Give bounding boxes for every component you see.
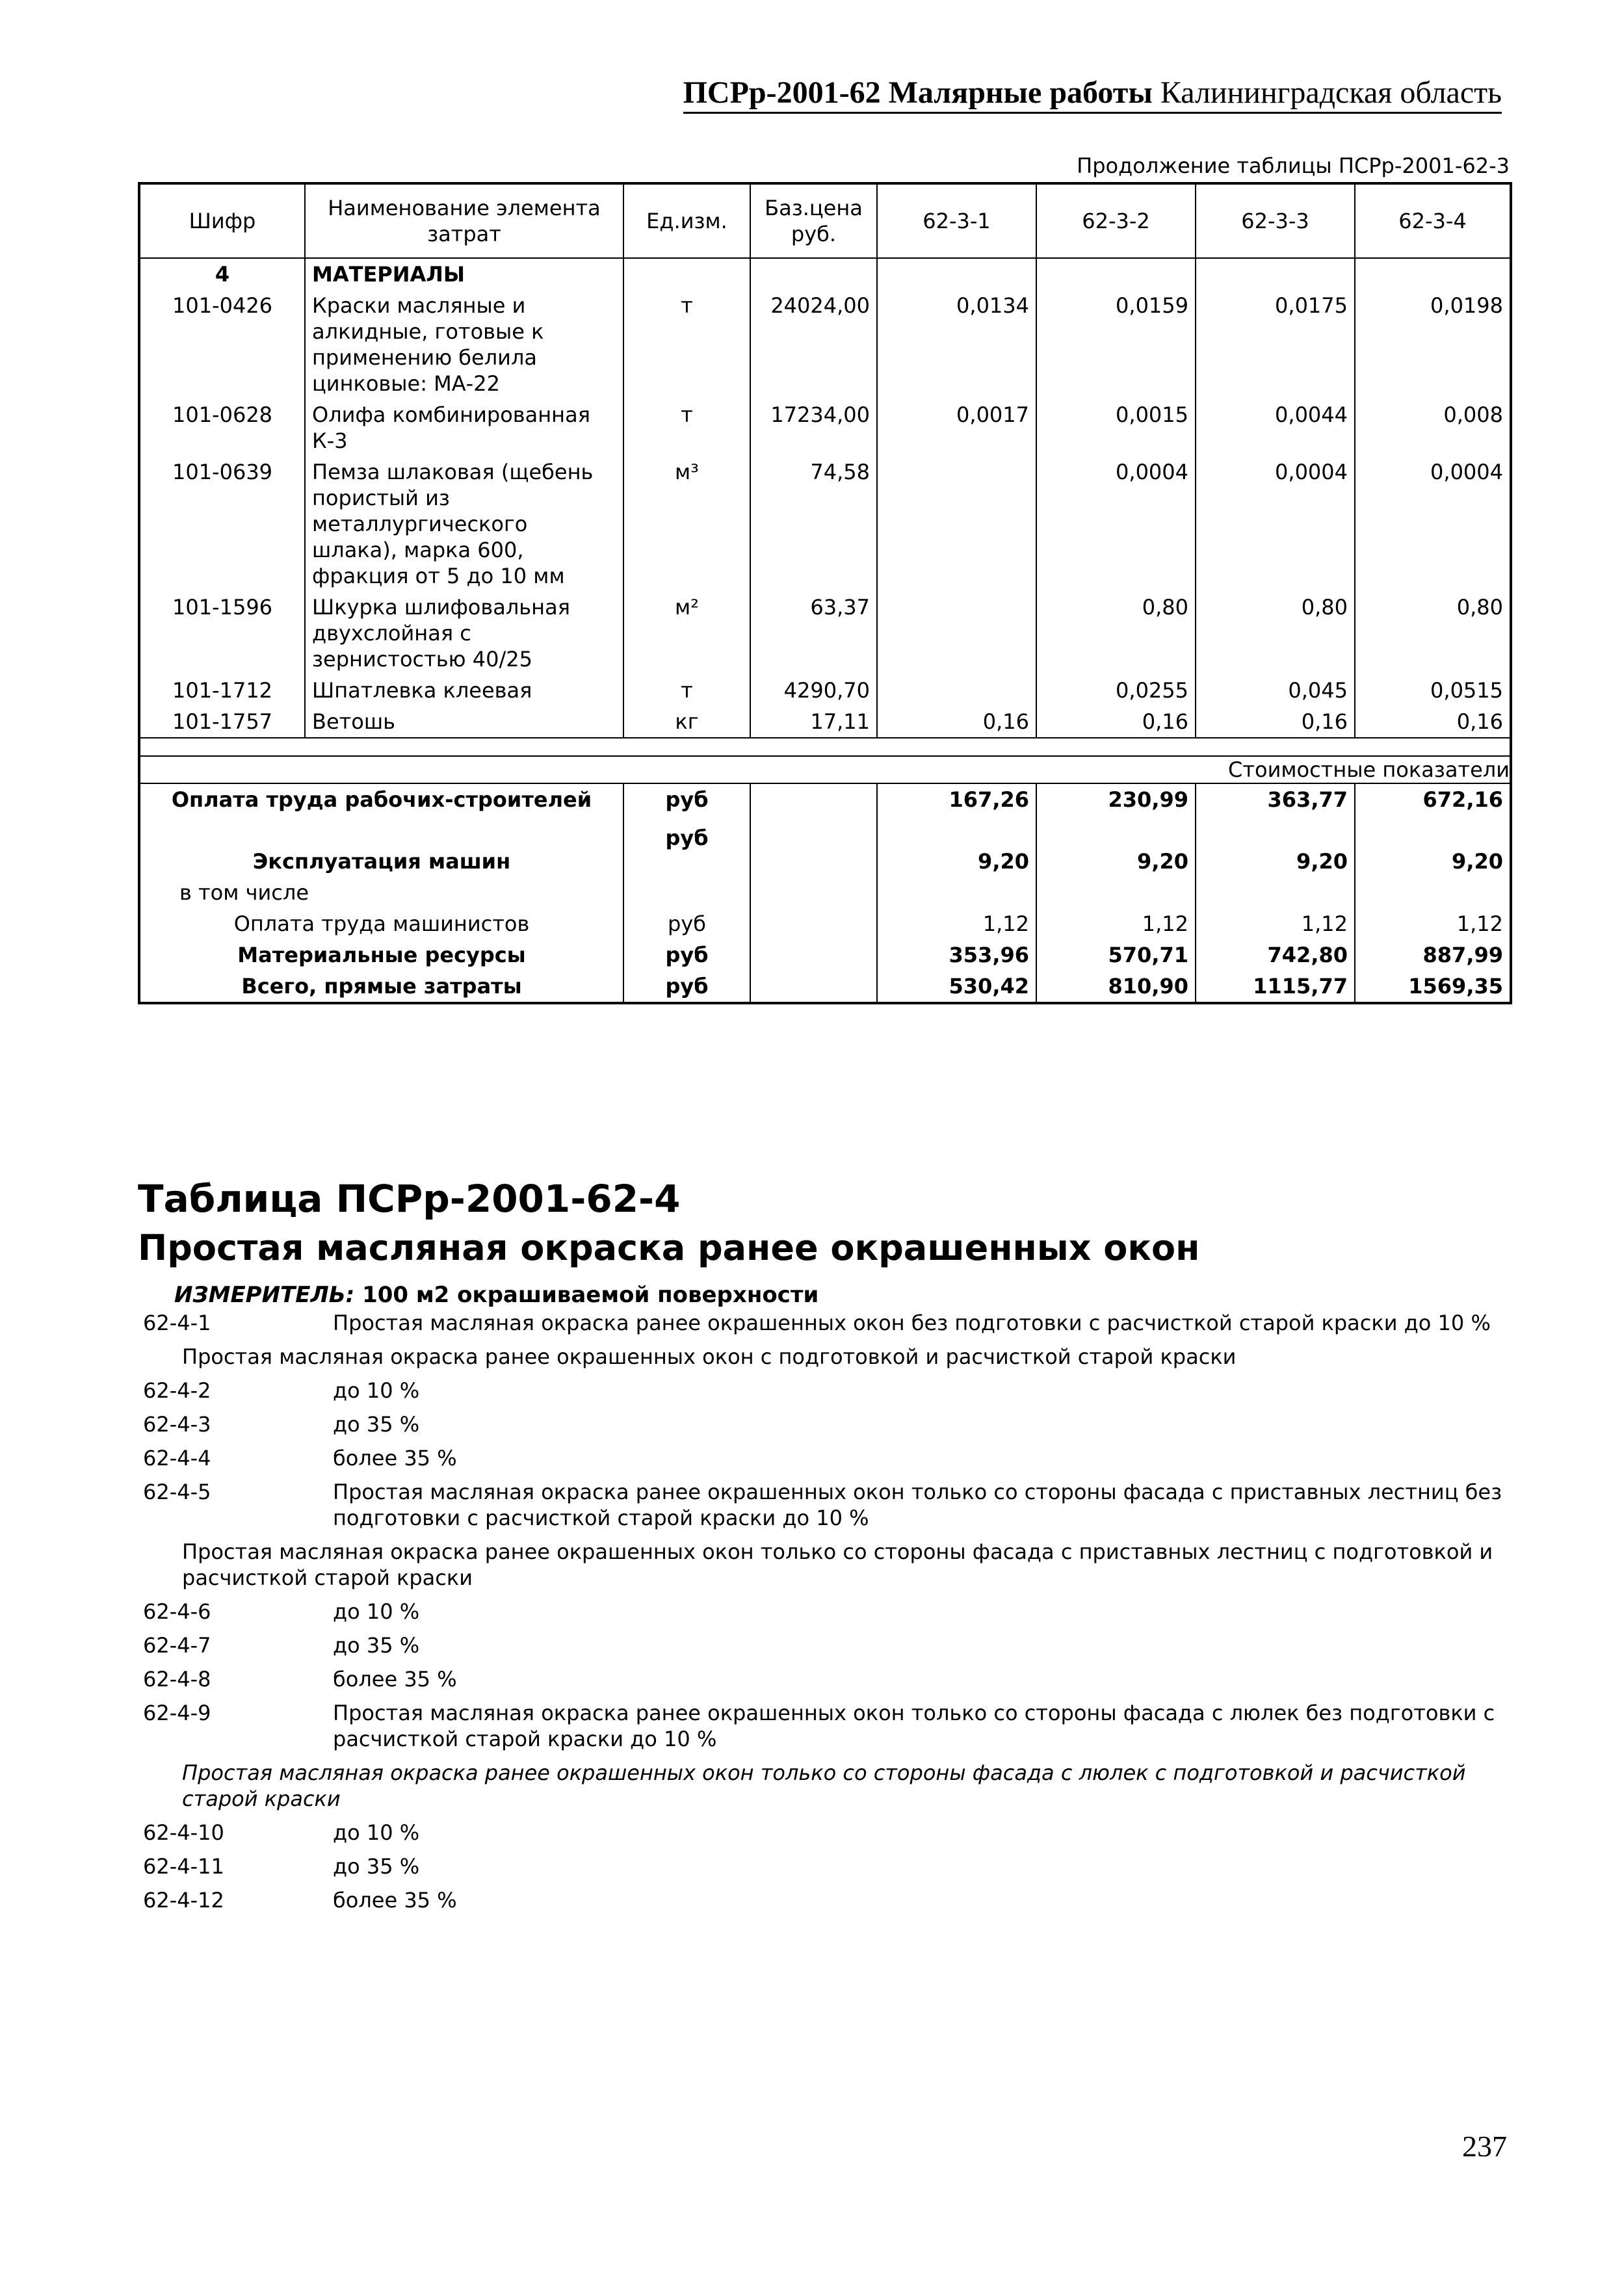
row-value: 0,0175 [1196,290,1355,399]
row-value: 0,0515 [1355,675,1511,706]
item-text: более 35 % [333,1888,457,1913]
list-item [143,1666,1508,1692]
cost-value: 9,20 [1355,822,1511,877]
cost-value: 887,99 [1355,939,1511,971]
cost-heading: Стоимостные показатели [139,756,1511,783]
item-text: до 35 % [333,1854,420,1879]
row-code: 101-1757 [139,706,305,738]
item-code: 62-4-3 [143,1412,211,1437]
cost-value: 1,12 [877,908,1036,939]
cost-row [139,783,1511,822]
running-header [683,75,1502,114]
item-code: 62-4-10 [143,1820,224,1845]
column-header: 62-3-4 [1355,183,1511,258]
row-code: 101-1712 [139,675,305,706]
row-code: 101-1596 [139,592,305,675]
row-name: Ветошь [305,706,623,738]
empty-cell [750,971,877,1003]
item-text: до 35 % [333,1412,420,1437]
row-value [877,675,1036,706]
cost-row [139,971,1511,1003]
item-code: 62-4-1 [143,1311,211,1335]
row-value: 0,0004 [1355,456,1511,592]
cost-name: Материальные ресурсы [139,939,623,971]
row-code: 101-0628 [139,399,305,456]
item-code: 62-4-12 [143,1888,224,1913]
table-row [139,456,1511,592]
row-value: 0,80 [1196,592,1355,675]
row-value: 0,80 [1355,592,1511,675]
list-item [143,1632,1508,1658]
empty-cell [623,258,750,290]
cost-value: 9,20 [1036,822,1196,877]
cost-unit [623,877,750,908]
row-value: 0,045 [1196,675,1355,706]
cost-value: 9,20 [877,822,1036,877]
item-text: Простая масляная окраска ранее окрашенных окон только со стороны фасада с люлек без подготовки с расчисткой старой краски до 10 % [333,1701,1495,1751]
empty-cell [1036,258,1196,290]
row-value: 0,0134 [877,290,1036,399]
row-value: 0,0015 [1036,399,1196,456]
row-unit: кг [623,706,750,738]
column-header: Ед.изм. [623,183,750,258]
column-header: 62-3-1 [877,183,1036,258]
section-title: МАТЕРИАЛЫ [305,258,623,290]
item-code: 62-4-11 [143,1854,224,1879]
cost-value [1196,877,1355,908]
list-item [143,1310,1508,1336]
empty-cell [750,877,877,908]
row-code: 101-0426 [139,290,305,399]
row-price: 17234,00 [750,399,877,456]
cost-value: 810,90 [1036,971,1196,1003]
item-code: 62-4-7 [143,1633,211,1658]
cost-value: 353,96 [877,939,1036,971]
column-header: 62-3-2 [1036,183,1196,258]
table-continuation-note: Продолжение таблицы ПСРр-2001-62-3 [1077,153,1510,178]
measure-line [174,1282,819,1308]
cost-value: 570,71 [1036,939,1196,971]
empty-cell [1196,258,1355,290]
page-number: 237 [1462,2130,1507,2163]
list-item [143,1378,1508,1404]
row-value: 0,0198 [1355,290,1511,399]
item-code: 62-4-2 [143,1378,211,1403]
row-price: 4290,70 [750,675,877,706]
row-code: 101-0639 [139,456,305,592]
cost-row [139,822,1511,877]
group-heading: Простая масляная окраска ранее окрашенных окон только со стороны фасада с приставных лестниц с подготовкой и расчисткой старой краски [182,1539,1493,1590]
column-header: Шифр [139,183,305,258]
empty-cell [750,908,877,939]
empty-cell [750,939,877,971]
cost-value: 167,26 [877,783,1036,822]
row-name: Пемза шлаковая (щебень пористый из металлургического шлака), марка 600, фракция от 5 до 10 мм [305,456,623,592]
cost-unit: руб [623,971,750,1003]
row-unit: м² [623,592,750,675]
row-value: 0,16 [1196,706,1355,738]
list-item [143,1700,1508,1752]
list-item [143,1887,1508,1913]
cost-value [1036,877,1196,908]
cost-heading-row [139,756,1511,783]
list-item [143,1820,1508,1846]
cost-value: 742,80 [1196,939,1355,971]
row-name: Шпатлевка клеевая [305,675,623,706]
row-unit: т [623,675,750,706]
table-row [139,706,1511,738]
cost-value: 1,12 [1036,908,1196,939]
row-value: 0,16 [1355,706,1511,738]
row-value: 0,16 [877,706,1036,738]
row-price: 74,58 [750,456,877,592]
item-text: более 35 % [333,1667,457,1692]
item-code: 62-4-8 [143,1667,211,1692]
row-value: 0,0159 [1036,290,1196,399]
cost-row [139,939,1511,971]
item-text: до 35 % [333,1633,420,1658]
item-code: 62-4-9 [143,1701,211,1725]
header-row [139,183,1511,258]
table-row [139,399,1511,456]
cost-value [1355,877,1511,908]
item-list [143,1310,1508,1921]
row-value: 0,0017 [877,399,1036,456]
header-region: Калининградская область [1160,75,1502,110]
cost-name: Оплата труда рабочих-строителей [139,783,623,822]
row-value: 0,80 [1036,592,1196,675]
table-row [139,592,1511,675]
row-value: 0,008 [1355,399,1511,456]
item-text: до 10 % [333,1820,420,1845]
cost-row [139,877,1511,908]
section-code: 4 [139,258,305,290]
cost-value: 1569,35 [1355,971,1511,1003]
column-header: Наименование элемента затрат [305,183,623,258]
item-text: более 35 % [333,1446,457,1470]
row-name: Шкурка шлифовальная двухслойная с зернистостью 40/25 [305,592,623,675]
table-row [139,675,1511,706]
cost-value: 230,99 [1036,783,1196,822]
cost-value: 672,16 [1355,783,1511,822]
item-code: 62-4-4 [143,1446,211,1470]
group-heading: Простая масляная окраска ранее окрашенных окон с подготовкой и расчисткой старой краски [182,1344,1237,1369]
table-row [139,290,1511,399]
row-value [877,456,1036,592]
column-header: Баз.цена руб. [750,183,877,258]
row-value: 0,0255 [1036,675,1196,706]
list-item [143,1479,1508,1531]
row-name: Олифа комбинированная К-3 [305,399,623,456]
cost-unit: руб [623,822,750,877]
resource-table [138,182,1512,1004]
section-row [139,258,1511,290]
empty-cell [750,783,877,822]
empty-cell [750,258,877,290]
list-item [143,1411,1508,1437]
measure-label: ИЗМЕРИТЕЛЬ: [174,1282,355,1308]
row-value: 0,0044 [1196,399,1355,456]
cost-name: Эксплуатация машин [139,822,623,877]
item-text: Простая масляная окраска ранее окрашенных окон только со стороны фасада с приставных лестниц без подготовки с расчисткой старой краски до 10 % [333,1480,1502,1530]
group-heading: Простая масляная окраска ранее окрашенных окон только со стороны фасада с люлек с подготовкой и расчисткой старой краски [182,1760,1466,1811]
row-price: 17,11 [750,706,877,738]
cost-value: 363,77 [1196,783,1355,822]
cost-value: 9,20 [1196,822,1355,877]
row-value: 0,16 [1036,706,1196,738]
cost-unit: руб [623,783,750,822]
item-code: 62-4-5 [143,1480,211,1504]
empty-cell [877,258,1036,290]
cost-name: Оплата труда машинистов [139,908,623,939]
spacer-cell [139,738,1511,756]
empty-cell [1355,258,1511,290]
row-value: 0,0004 [1036,456,1196,592]
table2-title: Таблица ПСРр-2001-62-4 [138,1177,681,1221]
row-unit: м³ [623,456,750,592]
cost-value: 1,12 [1196,908,1355,939]
row-price: 24024,00 [750,290,877,399]
cost-value: 1115,77 [1196,971,1355,1003]
item-code: 62-4-6 [143,1599,211,1624]
measure-value: 100 м2 окрашиваемой поверхности [362,1282,819,1308]
table2-subtitle: Простая масляная окраска ранее окрашенных окон [138,1227,1200,1268]
list-item [143,1599,1508,1625]
empty-cell [750,822,877,877]
cost-unit: руб [623,939,750,971]
column-header: 62-3-3 [1196,183,1355,258]
row-unit: т [623,399,750,456]
cost-value: 1,12 [1355,908,1511,939]
cost-value [877,877,1036,908]
header-title: Малярные работы [888,75,1153,110]
row-unit: т [623,290,750,399]
row-value [877,592,1036,675]
item-text: Простая масляная окраска ранее окрашенных окон без подготовки с расчисткой старой краски до 10 % [333,1311,1491,1335]
list-item [143,1853,1508,1879]
item-text: до 10 % [333,1378,420,1403]
cost-name: Всего, прямые затраты [139,971,623,1003]
spacer-row [139,738,1511,756]
list-item [143,1445,1508,1471]
row-price: 63,37 [750,592,877,675]
cost-value: 530,42 [877,971,1036,1003]
row-value: 0,0004 [1196,456,1355,592]
item-text: до 10 % [333,1599,420,1624]
header-code: ПСРр-2001-62 [683,75,881,110]
cost-unit: руб [623,908,750,939]
row-name: Краски масляные и алкидные, готовые к применению белила цинковые: МА-22 [305,290,623,399]
cost-row [139,908,1511,939]
cost-name: в том числе [139,877,623,908]
